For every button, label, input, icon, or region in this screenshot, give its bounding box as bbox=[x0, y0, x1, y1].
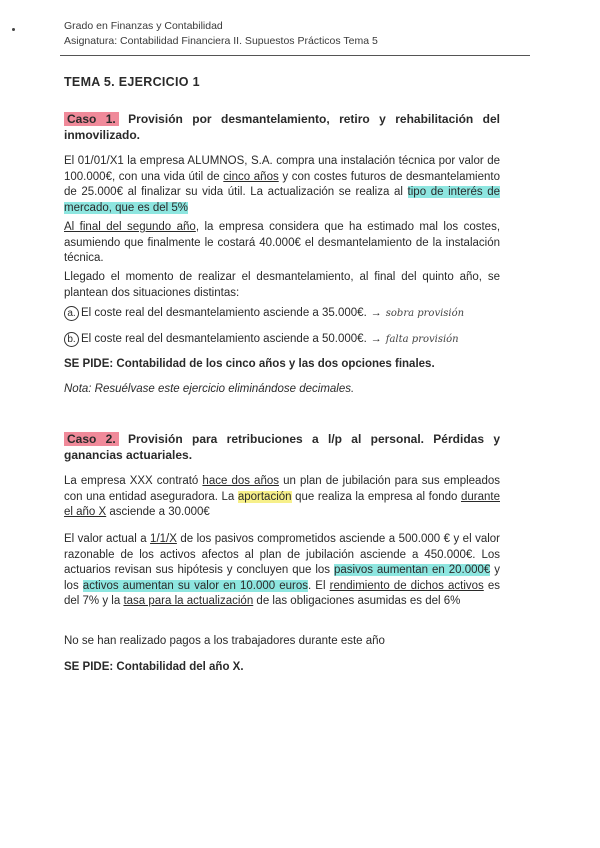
option-b-letter: b. bbox=[64, 332, 79, 347]
text: un plan de jubilación para sus empleados con una entidad aseguradora. La bbox=[64, 475, 500, 503]
case1-paragraph-1 bbox=[64, 154, 500, 216]
header-divider bbox=[60, 55, 530, 56]
underlined-text: hace dos años bbox=[202, 475, 279, 487]
option-a-letter: a. bbox=[64, 306, 79, 321]
underlined-text: rendimiento de dichos activos bbox=[329, 579, 484, 592]
text: de los pasivos comprometidos asciende a 500.000 € y el valor razonable de los activos afectos al plan de jubilación asciende a 450.000€. Los actuarios revisan sus hipótesis y concluyen que los bbox=[64, 533, 501, 576]
text: y con costes futuros de desmantelamiento de 25.000€ al finalizar su vida útil. La actualización se realiza al bbox=[64, 170, 500, 198]
header-degree: Grado en Finanzas y Contabilidad bbox=[64, 20, 223, 32]
case2-label: Caso 2. bbox=[64, 432, 119, 446]
scan-mark bbox=[12, 28, 15, 31]
arrow-right-icon: → bbox=[370, 333, 382, 345]
handwritten-note: falta provisión bbox=[385, 334, 459, 345]
text: de las obligaciones asumidas es del 6% bbox=[253, 595, 461, 607]
underlined-text: tasa para la actualización bbox=[123, 595, 254, 607]
page-title: TEMA 5. EJERCICIO 1 bbox=[64, 75, 200, 89]
text: Llegado el momento de realizar el desmantelamiento, al final del quinto año, se plantean dos situaciones distintas: bbox=[64, 271, 500, 299]
case1-paragraph-2 bbox=[64, 220, 500, 267]
case1-heading bbox=[64, 112, 500, 143]
underlined-text: durante el año X bbox=[64, 490, 500, 518]
option-a-text: El coste real del desmantelamiento asciende a 35.000€. bbox=[81, 307, 367, 319]
case1-paragraph-3 bbox=[64, 270, 500, 301]
arrow-right-icon: → bbox=[370, 307, 382, 319]
text: asciende a 30.000€ bbox=[106, 506, 210, 518]
text: y los bbox=[64, 564, 500, 592]
text: La empresa XXX contrató bbox=[64, 475, 203, 487]
highlighted-text: activos aumentan su valor en 10.000 euros bbox=[82, 579, 309, 592]
case2-heading-text: Provisión para retribuciones a l/p al personal. Pérdidas y ganancias actuariales. bbox=[64, 432, 500, 462]
case2-paragraph-3: No se han realizado pagos a los trabajadores durante este año bbox=[64, 635, 385, 647]
handwritten-note: sobra provisión bbox=[385, 308, 465, 319]
case2-paragraph-2 bbox=[64, 532, 500, 610]
text: es del 7% y la bbox=[64, 579, 501, 607]
highlighted-text: aportación bbox=[237, 490, 292, 503]
option-b-text: El coste real del desmantelamiento asciende a 50.000€. bbox=[81, 333, 367, 345]
case1-note: Nota: Resuélvase este ejercicio eliminándose decimales. bbox=[64, 383, 355, 395]
underlined-text: 1/1/X bbox=[150, 533, 177, 545]
text: , la empresa considera que ha estimado mal los costes, asumiendo que finalmente le costará 40.000€ el desmantelamiento de la instalación técnica. bbox=[64, 221, 501, 264]
case2-heading bbox=[64, 432, 500, 463]
text: El 01/01/X1 la empresa ALUMNOS, S.A. compra una instalación técnica por valor de 100.000€, con una vida útil de bbox=[64, 155, 500, 183]
header-subject: Asignatura: Contabilidad Financiera II. Supuestos Prácticos Tema 5 bbox=[64, 35, 378, 47]
case1-heading-text: Provisión por desmantelamiento, retiro y rehabilitación del inmovilizado. bbox=[64, 112, 500, 142]
highlighted-text: tipo de interés de mercado, que es del 5% bbox=[64, 186, 500, 214]
case1-option-a bbox=[64, 306, 514, 322]
case1-asks: SE PIDE: Contabilidad de los cinco años y las dos opciones finales. bbox=[64, 358, 435, 370]
case2-paragraph-1 bbox=[64, 474, 500, 521]
text: El valor actual a bbox=[64, 533, 151, 545]
case2-asks: SE PIDE: Contabilidad del año X. bbox=[64, 661, 244, 673]
highlighted-text: pasivos aumentan en 20.000€ bbox=[333, 564, 491, 576]
text: que realiza la empresa al fondo bbox=[291, 490, 461, 503]
underlined-text: Al final del segundo año bbox=[64, 221, 196, 233]
text: . El bbox=[308, 579, 330, 592]
underlined-text: cinco años bbox=[223, 170, 279, 183]
case1-option-b bbox=[64, 332, 514, 348]
case1-label: Caso 1. bbox=[64, 112, 119, 126]
